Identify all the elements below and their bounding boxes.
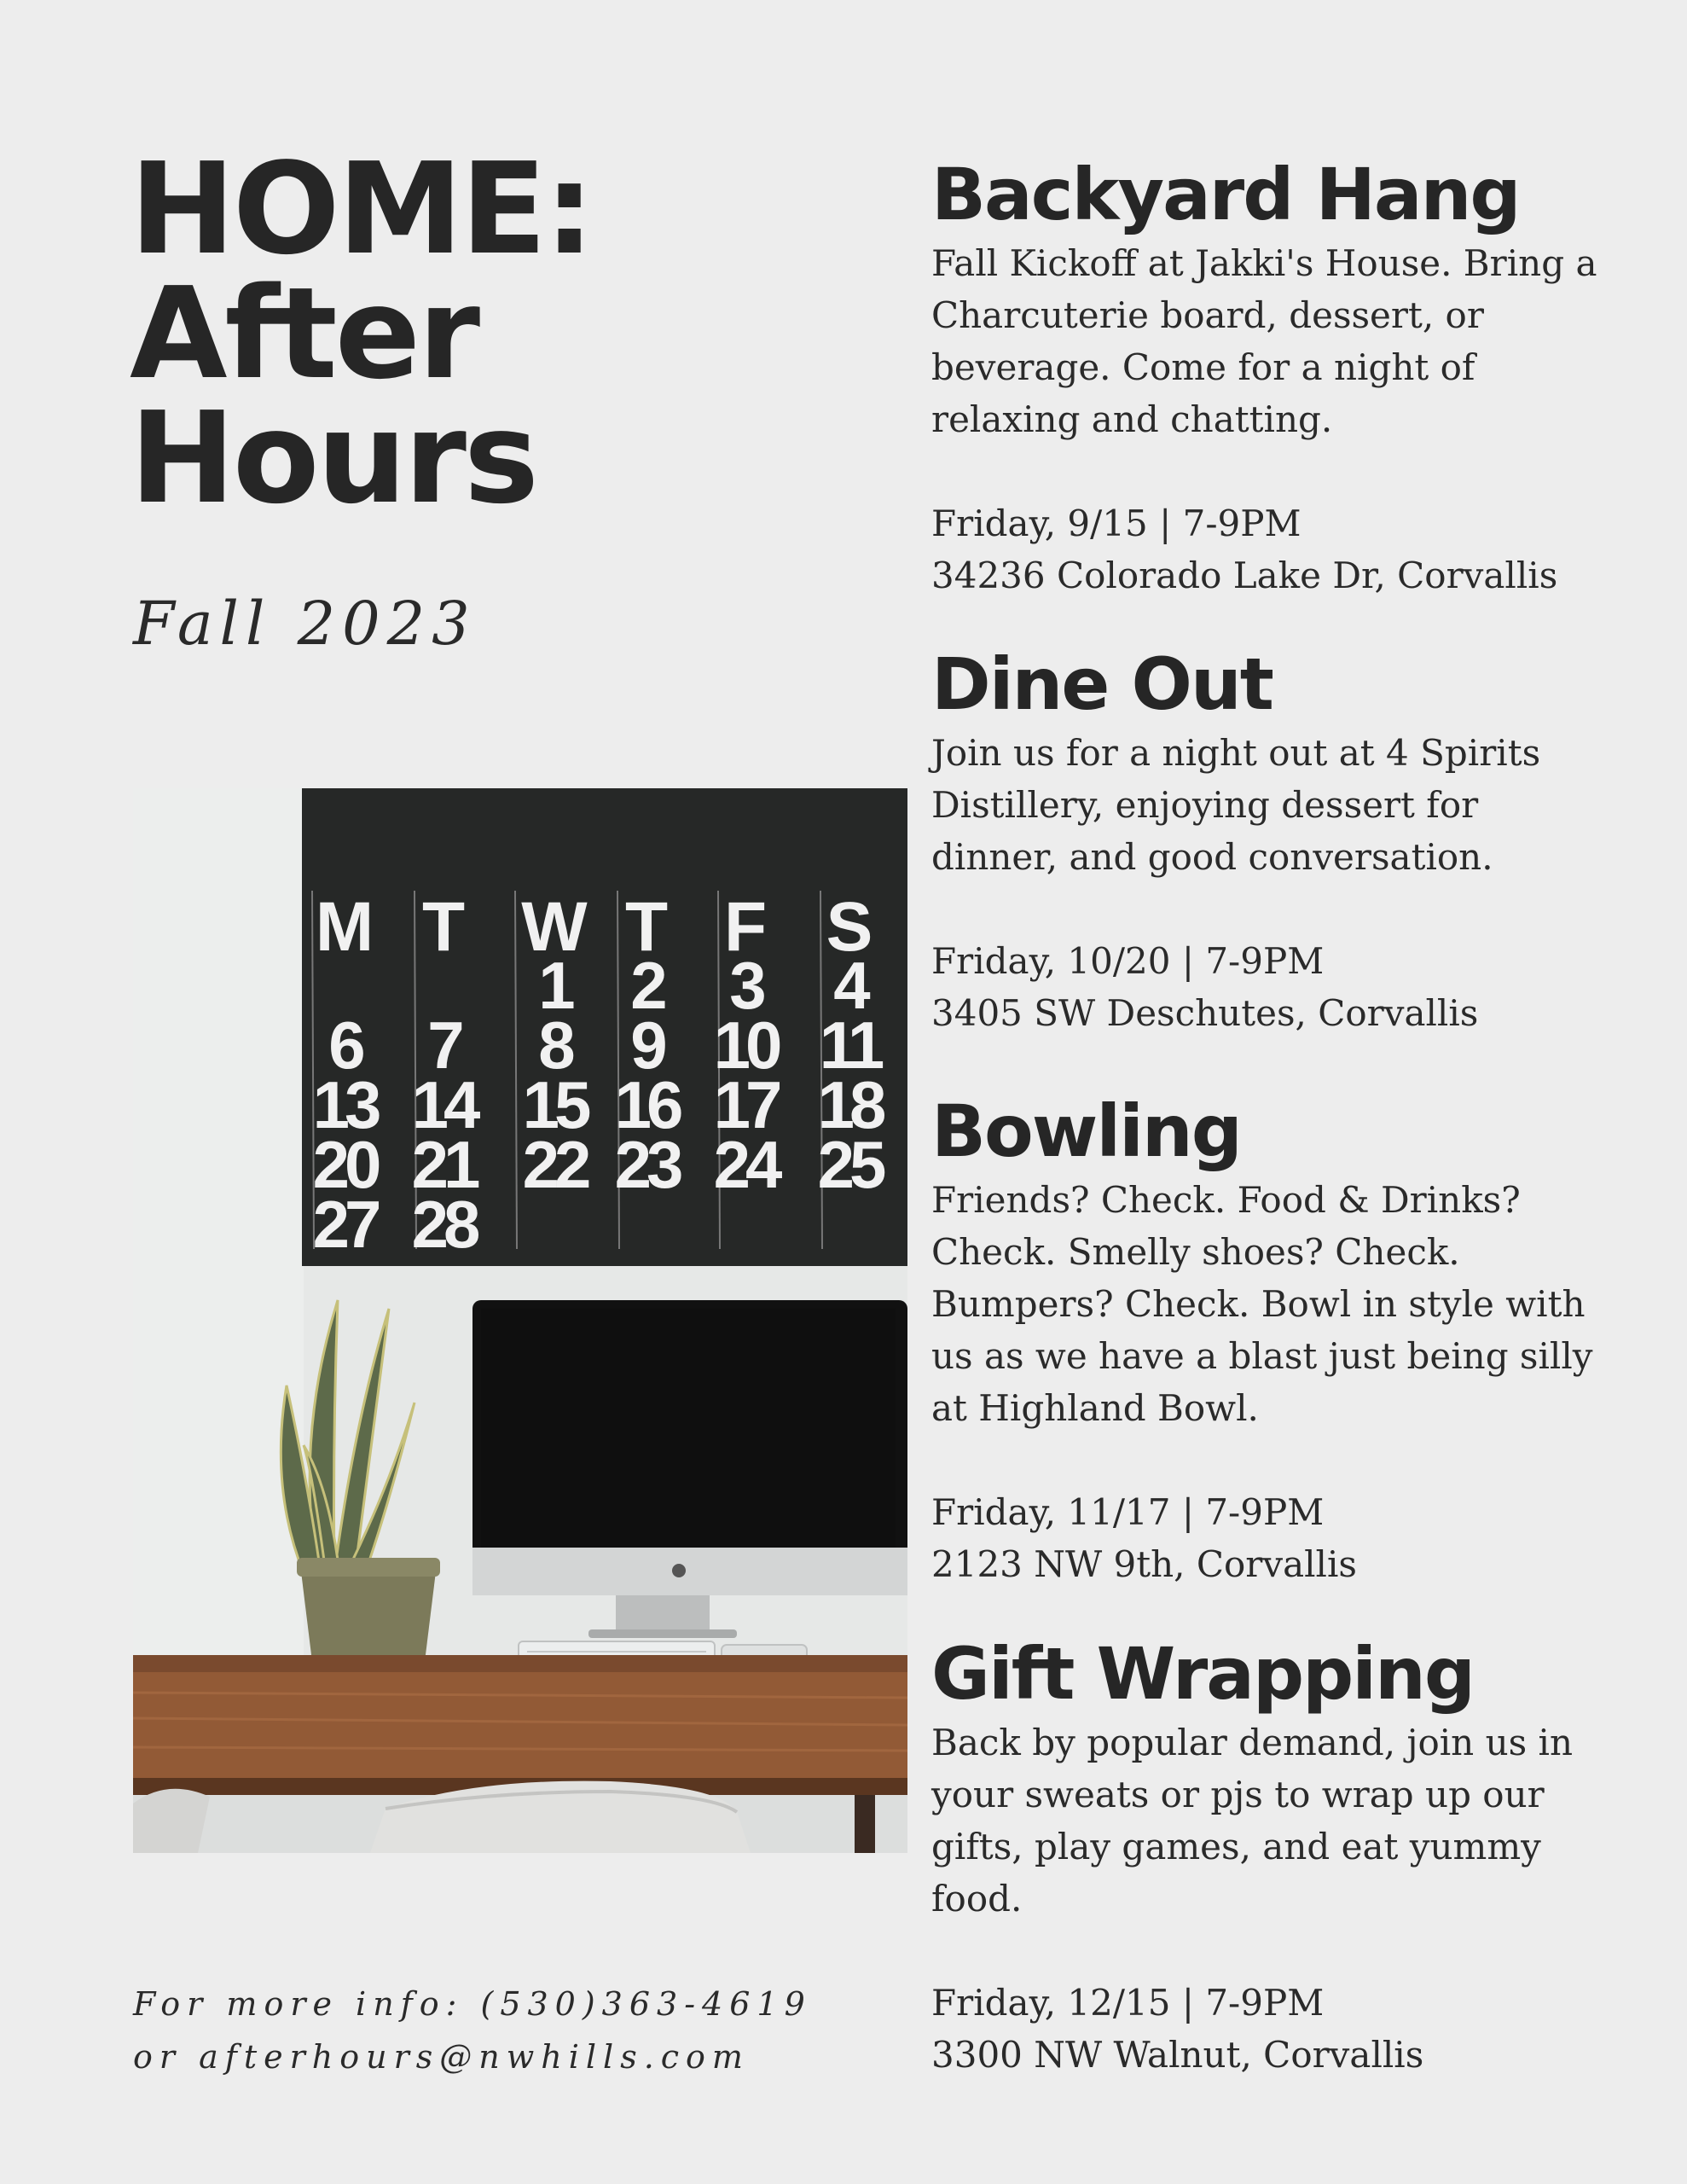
event-backyard-hang [931,152,1673,601]
event-bowling [931,1089,1673,1590]
calendar-date: 24 [713,1127,778,1202]
calendar-date: 17 [713,1067,778,1142]
description-line: food. [931,1878,1023,1920]
event-description [931,1174,1673,1434]
event-title: Dine Out [931,642,1272,726]
description-line: Distillery, enjoying dessert for [931,784,1479,826]
calendar-date: 2 [630,948,663,1023]
event-address: 3405 SW Deschutes, Corvallis [931,992,1479,1034]
calendar-day-label: T [624,888,669,966]
calendar-date: 1 [538,948,571,1023]
event-title: Backyard Hang [931,153,1520,236]
description-line: Check. Smelly shoes? Check. [931,1231,1460,1273]
description-line: Friends? Check. Food & Drinks? [931,1179,1521,1221]
event-title: Gift Wrapping [931,1632,1474,1716]
calendar-date: 16 [614,1067,679,1142]
calendar-date: 7 [427,1008,460,1083]
calendar-date: 8 [538,1008,571,1083]
description-line: dinner, and good conversation. [931,836,1493,878]
event-date-time: Friday, 10/20 | 7-9PM [931,940,1325,982]
calendar-date: 22 [522,1127,587,1202]
contact-phone-line: For more info: (530)363-4619 [133,1985,812,2023]
calendar-day-label: M [315,888,374,966]
title-line: HOME: [130,136,593,282]
event-date-time: Friday, 11/17 | 7-9PM [931,1491,1325,1533]
description-line: relaxing and chatting. [931,398,1333,440]
calendar-date: 4 [833,948,866,1023]
calendar-date: 21 [411,1127,476,1202]
calendar-day-label: T [421,888,466,966]
calendar-date: 9 [630,1008,663,1083]
event-gift-wrapping [931,1631,1673,2081]
event-address: 3300 NW Walnut, Corvallis [931,2034,1424,2076]
calendar-date: 3 [729,948,762,1023]
description-line: Fall Kickoff at Jakki's House. Bring a [931,242,1597,284]
calendar-date: 10 [713,1008,778,1083]
event-date-time: Friday, 9/15 | 7-9PM [931,502,1301,544]
calendar-date: 13 [312,1067,377,1142]
description-line: Back by popular demand, join us in [931,1722,1574,1763]
calendar-date: 14 [411,1067,476,1142]
calendar-date: 23 [614,1127,679,1202]
flyer-title [130,136,593,531]
calendar-day-label: W [521,888,588,966]
title-line: After [130,260,478,407]
description-line: Join us for a night out at 4 Spirits [931,732,1541,774]
description-line: us as we have a blast just being silly [931,1335,1593,1377]
description-line: gifts, play games, and eat yummy [931,1826,1541,1867]
calendar-date: 18 [817,1067,882,1142]
description-line: your sweats or pjs to wrap up our [931,1774,1545,1815]
event-dine-out [931,642,1673,1039]
desk-calendar-photo [133,788,907,1853]
calendar-day-label: F [723,888,768,966]
calendar-date: 28 [411,1187,476,1262]
title-line: Hours [130,385,536,531]
calendar-date: 6 [328,1008,361,1083]
contact-info [133,1978,812,2083]
season-subtitle: Fall 2023 [133,589,477,659]
event-description [931,727,1673,883]
event-description [931,237,1673,445]
calendar-date: 25 [817,1127,882,1202]
calendar-date: 15 [522,1067,587,1142]
event-date-time: Friday, 12/15 | 7-9PM [931,1982,1325,2024]
contact-email-line: or afterhours@nwhills.com [133,2038,750,2076]
description-line: Charcuterie board, dessert, or [931,294,1484,336]
description-line: Bumpers? Check. Bowl in style with [931,1283,1586,1325]
calendar-date: 20 [312,1127,377,1202]
event-description [931,1716,1673,1925]
calendar-date: 27 [312,1187,377,1262]
event-address: 34236 Colorado Lake Dr, Corvallis [931,555,1558,596]
event-title: Bowling [931,1089,1241,1173]
calendar-day-label: S [826,888,873,966]
description-line: at Highland Bowl. [931,1387,1259,1429]
description-line: beverage. Come for a night of [931,346,1475,388]
calendar-date: 11 [819,1008,880,1083]
event-address: 2123 NW 9th, Corvallis [931,1543,1357,1585]
